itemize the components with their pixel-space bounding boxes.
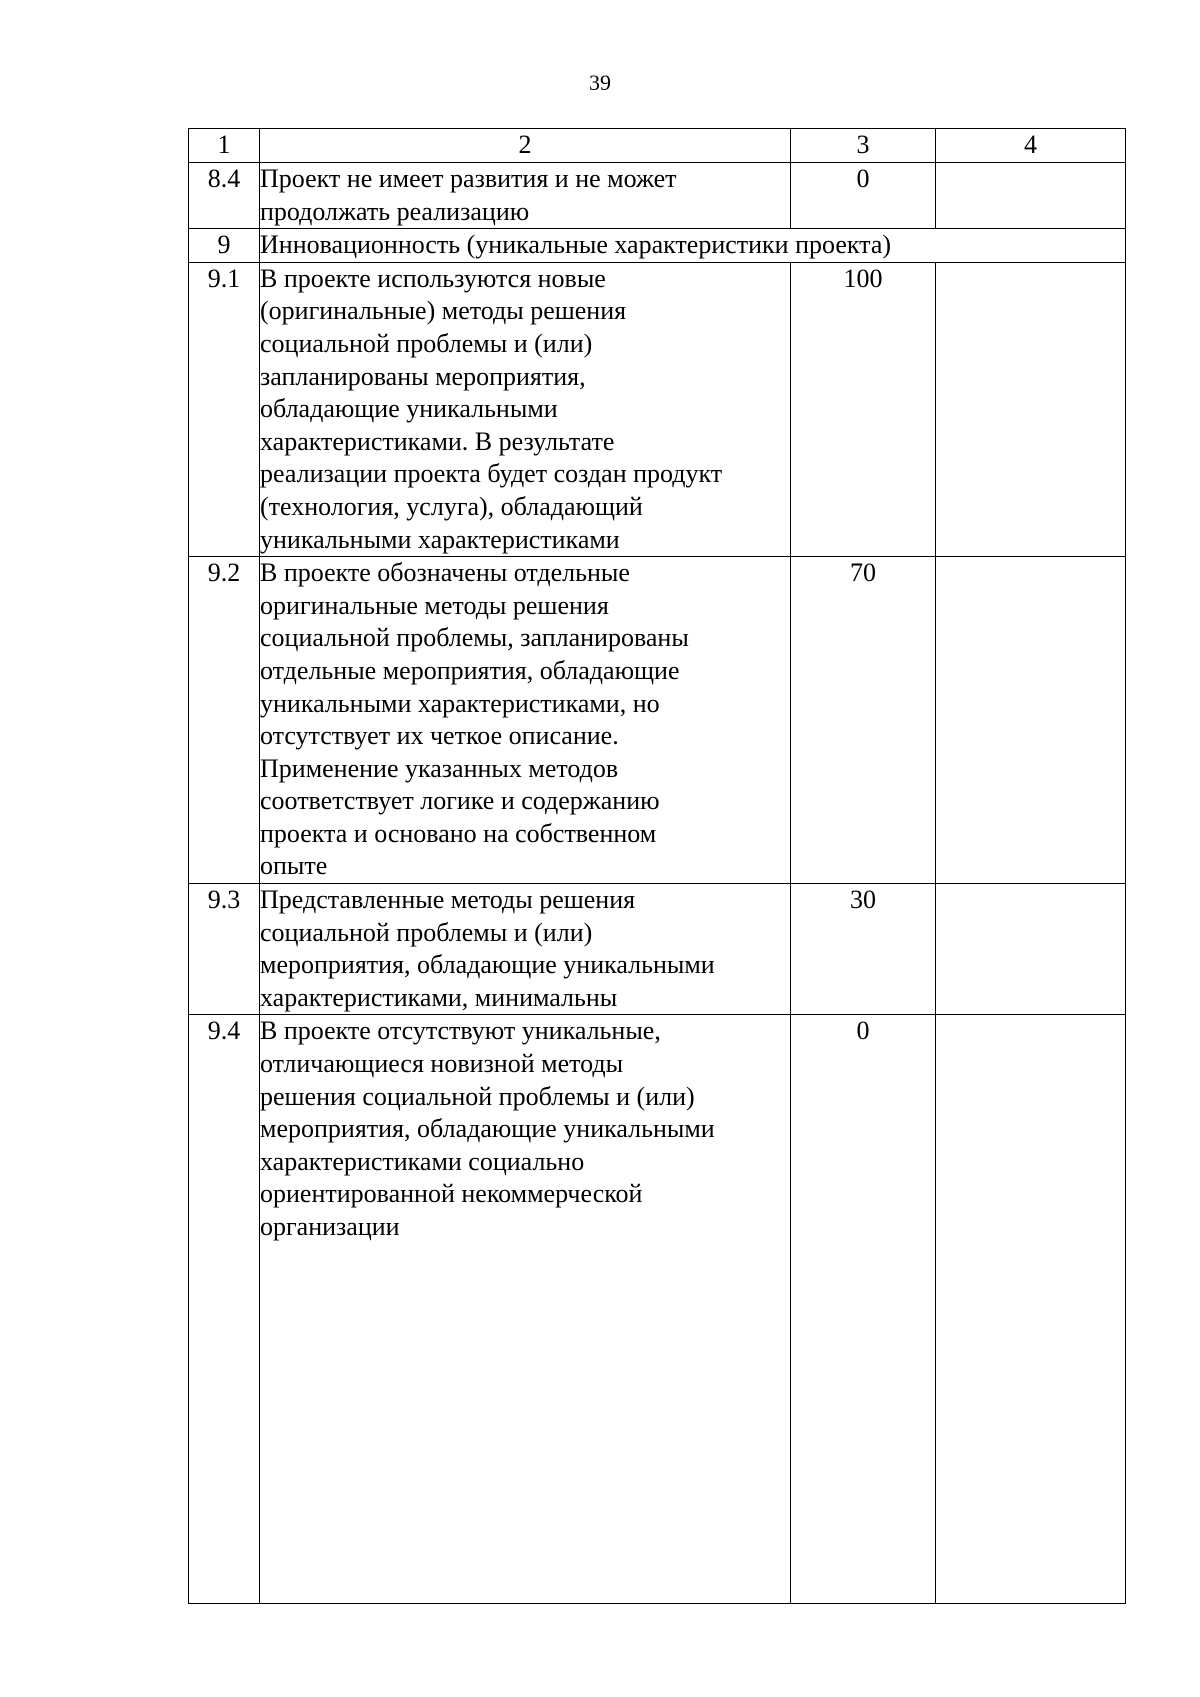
row-score: 0 [791,1015,936,1604]
table-header-row [189,129,1126,163]
table-row [189,1015,1126,1604]
row-criterion-text: Представленные методы решения социальной проблемы и (или) мероприятия, обладающие уникальными характеристиками, минимальны [260,884,791,1015]
row-empty-cell [936,163,1126,229]
row-criterion-text: В проекте отсутствуют уникальные, отличающиеся новизной методы решения социальной проблемы и (или) мероприятия, обладающие уникальными характеристиками социально ориентированной некоммерческой организации [260,1015,791,1604]
header-cell-3: 3 [791,129,936,163]
row-criterion-text: В проекте используются новые (оригинальные) методы решения социальной проблемы и (или) запланированы мероприятия, обладающие уникальными характеристиками. В результате реализации проекта будет создан продукт (технология, услуга), обладающий уникальными характеристиками [260,262,791,556]
criteria-table [188,128,1126,1604]
row-number: 8.4 [189,163,260,229]
section-number: 9 [189,229,260,263]
row-number: 9.4 [189,1015,260,1604]
section-title: Инновационность (уникальные характеристики проекта) [260,229,1126,263]
table-row [189,884,1126,1015]
page-number: 39 [589,70,611,95]
row-empty-cell [936,1015,1126,1604]
table-row [189,262,1126,556]
row-number: 9.3 [189,884,260,1015]
header-cell-1: 1 [189,129,260,163]
table-row [189,557,1126,884]
row-score: 70 [791,557,936,884]
row-score: 100 [791,262,936,556]
row-criterion-text: Проект не имеет развития и не может продолжать реализацию [260,163,791,229]
row-criterion-text: В проекте обозначены отдельные оригинальные методы решения социальной проблемы, запланированы отдельные мероприятия, обладающие уникальными характеристиками, но отсутствует их четкое описание. Применение указанных методов соответствует логике и содержанию проекта и основано на собственном опыте [260,557,791,884]
section-row [189,229,1126,263]
row-empty-cell [936,557,1126,884]
row-score: 0 [791,163,936,229]
table-row [189,163,1126,229]
header-cell-2: 2 [260,129,791,163]
row-empty-cell [936,262,1126,556]
row-number: 9.2 [189,557,260,884]
header-cell-4: 4 [936,129,1126,163]
row-empty-cell [936,884,1126,1015]
row-score: 30 [791,884,936,1015]
row-number: 9.1 [189,262,260,556]
